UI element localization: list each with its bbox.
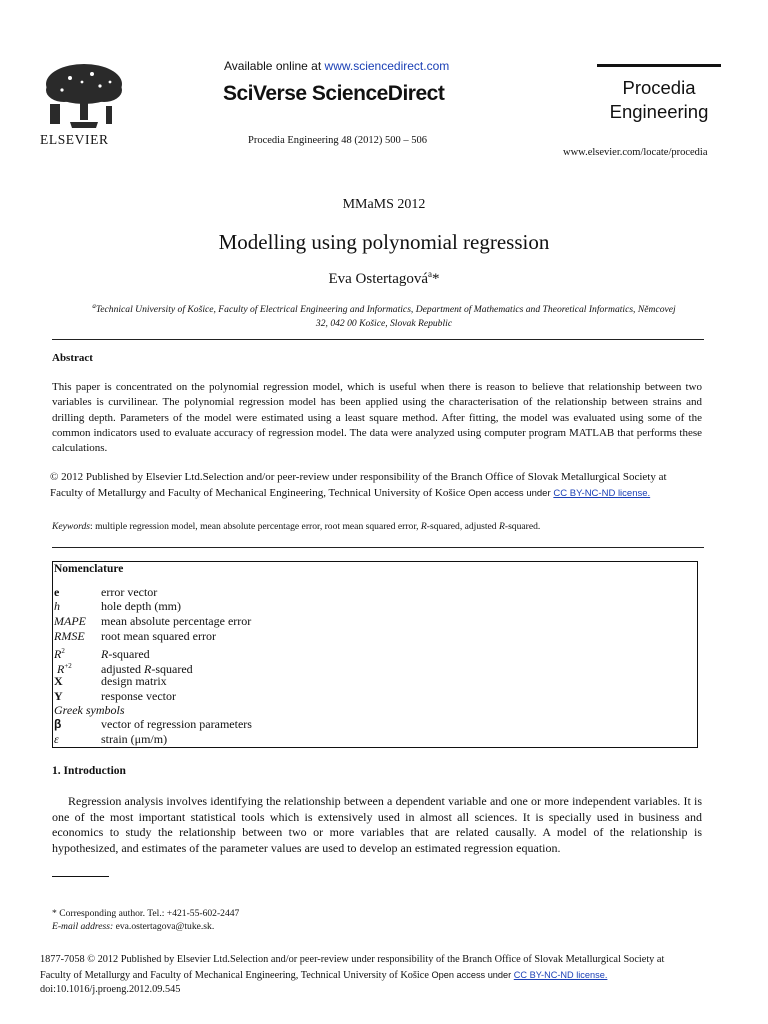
keywords-part2: -squared, adjusted [426,521,499,532]
bottom-copyright [40,953,740,998]
bottom-license-link[interactable]: CC BY-NC-ND license. [513,969,608,980]
journal-name-line2: Engineering [609,101,709,122]
abstract-text: This paper is concentrated on the polynomial regression model, which is useful when there is reason to believe that relationship between two variables is curvilinear. The polynomial regression model has been applied using the characterisation of the relationship between strains and drilling depth. Parameters of the model were estimated using a least square method. After fitting, the model was evaluated using some of the common indicators used to evaluate accuracy of regression model. The data were analyzed using computer program MATLAB that performs these calculations. [52,381,702,455]
keywords-part1: : multiple regression model, mean absolute percentage error, root mean squared error, [90,521,421,532]
platform-name: SciVerse ScienceDirect [223,82,445,105]
corresponding-author: * Corresponding author. Tel.: +421-55-602-2447 [52,908,240,919]
elsevier-tree-logo [40,60,128,132]
open-access-label: Open access under [468,487,551,499]
keywords-label: Keywords [52,521,91,532]
publisher-name: ELSEVIER [40,132,109,147]
nomenclature-symbol: e [54,585,60,599]
keywords [52,521,712,532]
keywords-r1: R [420,521,427,532]
nomenclature-desc: vector of regression parameters [101,717,252,731]
nomenclature-desc: response vector [101,689,176,703]
bottom-line2: Faculty of Metallurgy and Faculty of Mechanical Engineering, Technical University of Košice [40,969,429,981]
nomenclature-desc: root mean squared error [101,629,216,643]
nomenclature-symbol: ε [54,732,59,746]
symbol-letter: R [57,662,65,676]
footnote [52,907,239,933]
nomenclature-symbol: RMSE [54,629,85,643]
nomenclature-desc: hole depth (mm) [101,599,181,613]
nomenclature-symbol: Y [54,689,63,703]
nomenclature-heading: Nomenclature [54,563,124,575]
nomenclature-symbol: h [54,599,60,613]
nomenclature-row [54,585,157,599]
license-link[interactable]: CC BY-NC-ND license. [553,487,651,499]
nomenclature-desc-r: R [101,647,109,661]
nomenclature-symbol: X [54,674,63,688]
greek-symbols-label: Greek symbols [54,703,125,717]
divider-rule [52,547,704,548]
nomenclature-row [54,599,181,613]
nomenclature-desc: mean absolute percentage error [101,614,252,628]
footnote-rule [52,876,109,877]
copyright-line2: Faculty of Metallurgy and Faculty of Mechanical Engineering, Technical University of Košice [50,486,466,499]
affil-marker: a [92,302,96,310]
corresponding-marker: * [432,271,440,287]
affiliation [52,299,716,331]
bottom-line1: 1877-7058 © 2012 Published by Elsevier Ltd.Selection and/or peer-review under responsibility of the Branch Office of Slovak Metallurgical Society at [40,954,665,965]
bottom-open-access-label: Open access under [431,969,512,980]
author-name: Eva Ostertagová [328,271,429,287]
nomenclature-row [54,674,167,688]
divider-rule [52,339,704,340]
affiliation-line2: 32, 042 00 Košice, Slovak Republic [315,318,453,330]
available-online-label: Available online at [224,59,322,73]
nomenclature-row [54,717,252,731]
copyright-notice [50,470,710,501]
copyright-line1: © 2012 Published by Elsevier Ltd.Selection and/or peer-review under responsibility of the Branch Office of Slovak Metallurgical Society at [50,471,667,483]
journal-name-line1: Procedia [622,77,696,98]
introduction-paragraph: Regression analysis involves identifying the relationship between a dependent variable and one or more independent variables. It is one of the most important statistical tools which is extensively used in almost all sciences. It is specially used in business and economics to study the relationship between two or more variables that are related causally. A model of the relationship is hypothesized, and estimates of the parameter values are used to develop an estimated regression equation. [52,794,702,855]
symbol-letter: R [54,647,62,661]
nomenclature-box [52,561,698,748]
introduction-heading: 1. Introduction [52,765,126,777]
introduction-text [52,794,702,856]
author-affil-marker: a [428,269,433,279]
journal-name [597,76,721,124]
symbol-superscript: 2 [61,647,65,655]
journal-citation: Procedia Engineering 48 (2012) 500 – 506 [248,135,428,146]
nomenclature-row [54,629,216,643]
journal-top-rule [597,64,721,67]
email-address: eva.ostertagova@tuke.sk. [115,921,215,932]
keywords-part3: -squared. [504,521,541,532]
affiliation-line1: Technical University of Košice, Faculty of Electrical Engineering and Informatics, Department of Mathematics and Theoretical Informatics, Němcovej [95,304,676,316]
symbol-superscript: +2 [64,662,72,670]
nomenclature-desc-pre: adjusted [101,662,144,676]
nomenclature-desc: strain (μm/m) [101,732,168,746]
sciencedirect-link[interactable]: www.sciencedirect.com [324,59,450,73]
available-online-line [224,59,449,73]
nomenclature-desc: -squared [151,662,193,676]
author-line [0,269,768,288]
journal-website-link[interactable]: www.elsevier.com/locate/procedia [563,147,708,158]
nomenclature-desc-r: R [144,662,152,676]
nomenclature-row [54,689,176,703]
nomenclature-row [54,732,167,746]
nomenclature-symbol: β [54,717,62,731]
nomenclature-desc: design matrix [101,674,167,688]
nomenclature-row [54,614,251,628]
keywords-r2: R [499,521,505,532]
nomenclature-symbol: MAPE [54,614,86,628]
paper-title: Modelling using polynomial regression [218,230,550,254]
doi: doi:10.1016/j.proeng.2012.09.545 [40,984,181,995]
conference-name: MMaMS 2012 [342,197,426,212]
email-label: E-mail address: [52,921,114,932]
abstract-heading: Abstract [52,352,93,364]
nomenclature-desc: error vector [101,585,158,599]
nomenclature-desc: -squared [108,647,150,661]
